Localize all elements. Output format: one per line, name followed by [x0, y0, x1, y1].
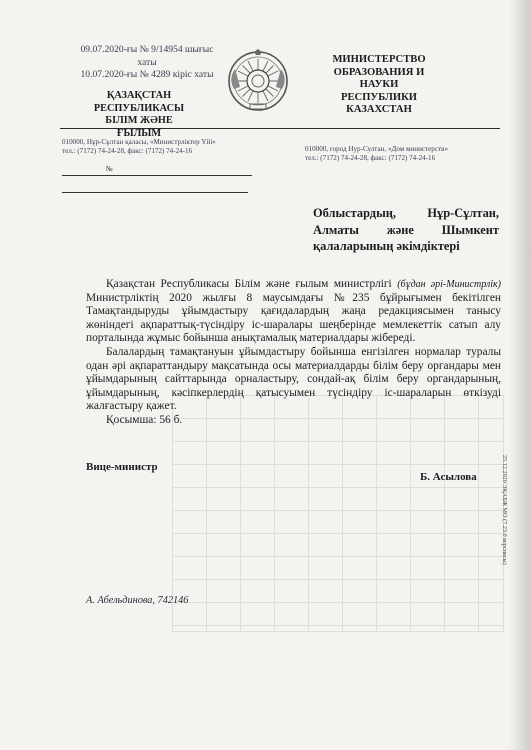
body-paragraph-1 — [86, 278, 501, 346]
registration-outgoing-cont: хаты — [137, 56, 157, 68]
ministry-kz-line: РЕСПУБЛИКАСЫ — [93, 102, 185, 114]
registration-stamp — [62, 44, 232, 82]
executor-contact: А. Абельдинова, 742146 — [86, 595, 189, 606]
ministry-ru-line: КАЗАХСТАН — [346, 104, 412, 116]
p1-italic-note: (бұдан әрі-Министрлік) — [397, 279, 501, 290]
bleed-through-table — [172, 395, 504, 632]
registration-outgoing: 09.07.2020-ғы № 9/14954 шығыс — [80, 44, 214, 55]
letter-body — [86, 278, 501, 428]
registration-incoming: 10.07.2020-ғы № 4289 кіріс хаты — [80, 69, 214, 80]
header-divider — [60, 128, 500, 129]
address-ru-street: 010000, город Нур-Султан, «Дом министерств» — [305, 145, 448, 153]
outgoing-ref-line — [62, 167, 252, 176]
address-ru-phone: тел.: (7172) 74-24-28, факс: (7172) 74-24-16 — [305, 153, 436, 162]
ministry-ru-line: ОБРАЗОВАНИЯ И НАУКИ — [333, 66, 425, 91]
signer-name: Б. Асылова — [420, 471, 477, 483]
address-kz — [62, 138, 272, 155]
ref-line-blank — [62, 191, 248, 193]
ministry-ru-line: РЕСПУБЛИКИ — [341, 91, 417, 103]
addressee: Облыстардың, Нұр-Сұлтан, Алматы және Шымкент қалаларының әкімдіктері — [313, 206, 499, 253]
edms-side-note: 25.12.2020 ЭҚАБЖ МО (7.23.0 версиясы) — [501, 455, 508, 565]
body-paragraph-2: Балалардың тамақтануын ұйымдастыру бойынша енгізілген нормалар туралы одан әрі ақпараттандыру мақсатында осы материалдарды білім беру органдары мен ұйымдарының сайттарында орналастыру, сондай-ақ білім беру органдарының, ұйымдарының, кәсіпкерлердің қатысуымен түсіндіру іс-шараларын өткізуді жалғастыру қажет. — [86, 345, 501, 413]
ministry-name-kz — [82, 90, 196, 139]
kazakhstan-emblem-icon — [226, 49, 290, 113]
p1-rest: Министрліктің 2020 жылғы 8 маусымдағы №235 бұйрығымен бекітілген Тамақтандыруды ұйымдастыру қағидалардың жаңа редакциясымен танысу жөніндегі ақпараттық-түсіндіру іс-шаралары шеңберінде мемлекеттік сатып алу порталында жұмыс бойынша анықтамалық материалдары жібереді. — [86, 291, 501, 345]
page-edge-shadow — [509, 0, 531, 750]
address-ru — [305, 145, 505, 162]
p1-start: Қазақстан Республикасы Білім және ғылым министрлігі — [106, 278, 398, 290]
ministry-kz-line-cut: БІЛІМ ЖӘНЕ ҒЫЛЫМ — [105, 115, 173, 139]
ministry-kz-line: ҚАЗАҚСТАН — [106, 90, 172, 101]
address-kz-phone: тел.: (7172) 74-24-28, факс: (7172) 74-24-16 — [62, 146, 193, 155]
ministry-ru-line: МИНИСТЕРСТВО — [332, 54, 426, 65]
address-kz-street: 010000, Нұр-Сұлтан қаласы, «Министрліктер Үйі» — [62, 138, 216, 146]
attachment-note: Қосымша: 56 б. — [106, 413, 183, 426]
signer-title: Вице-министр — [86, 461, 158, 473]
ministry-name-ru — [318, 54, 440, 117]
number-sign: № — [106, 165, 113, 173]
